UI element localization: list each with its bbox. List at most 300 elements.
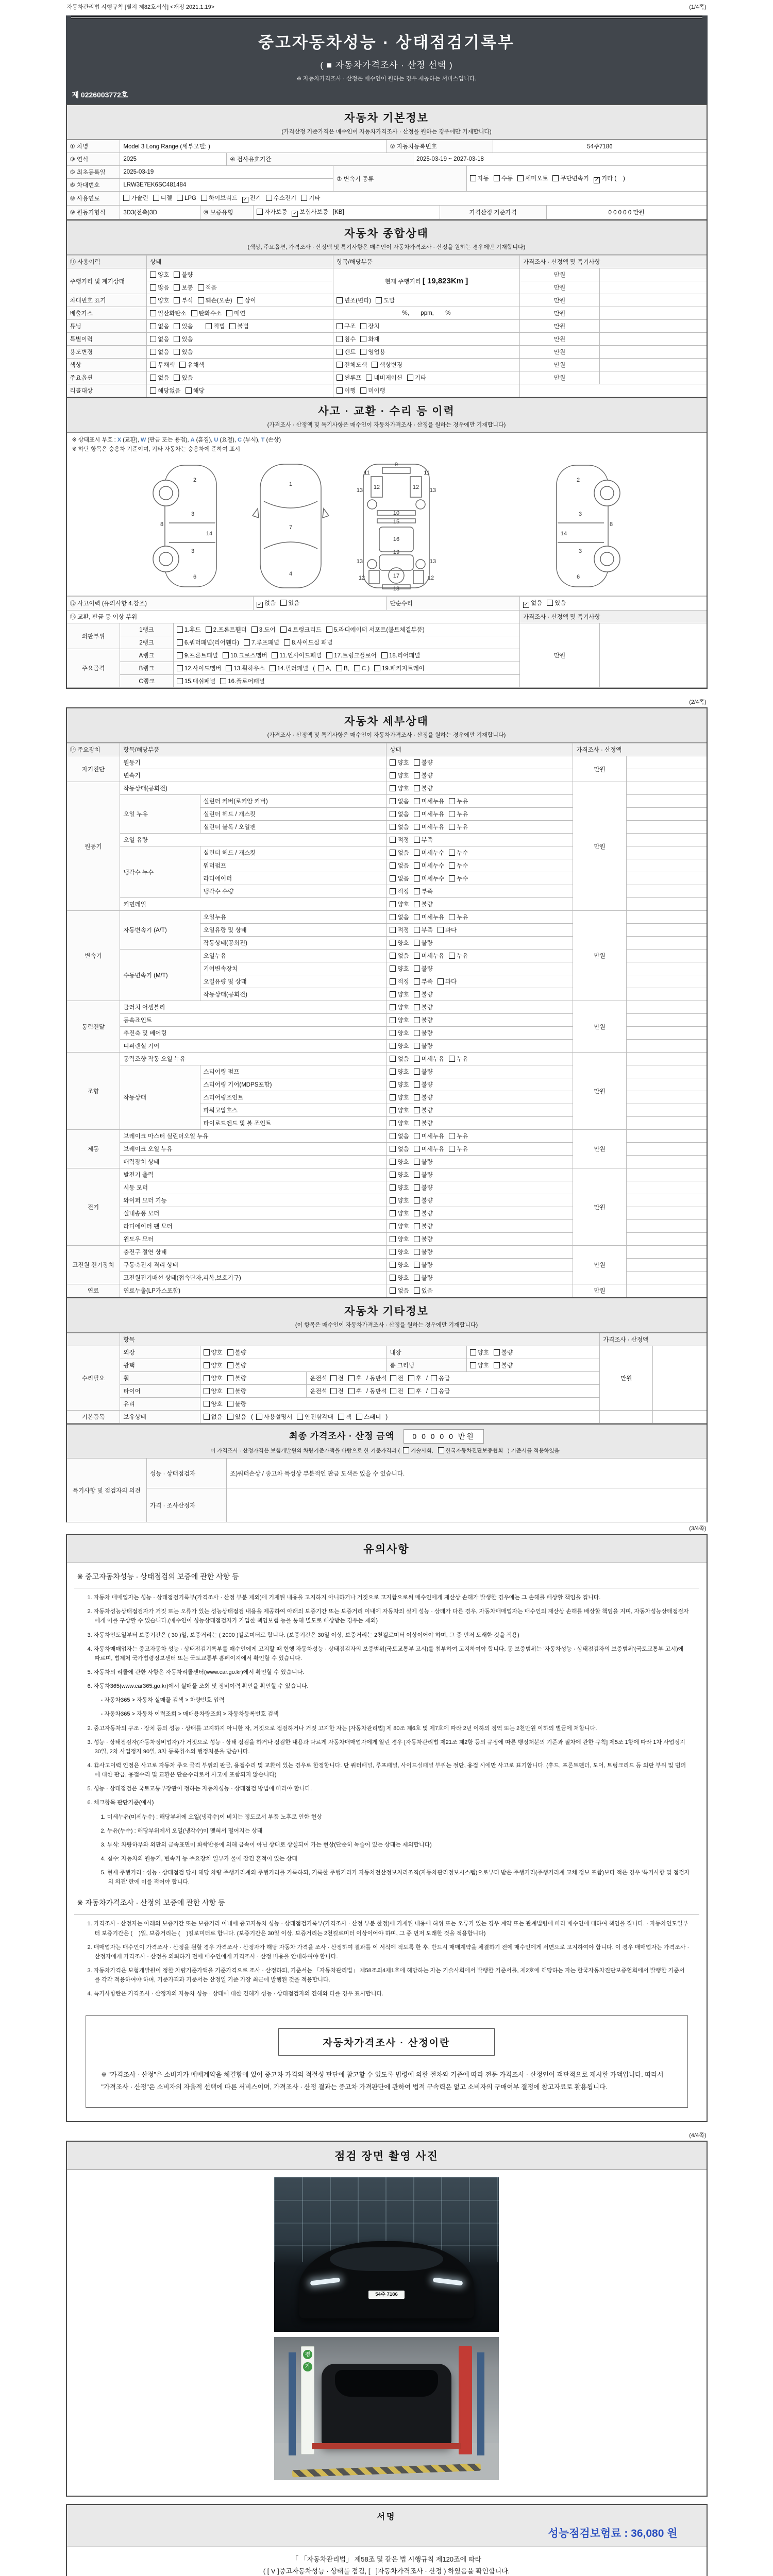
checkbox-icon[interactable] [360, 349, 366, 355]
checkbox-option[interactable] [223, 653, 267, 659]
checkbox-option[interactable] [177, 679, 215, 685]
checkbox-icon[interactable] [337, 387, 343, 394]
checkbox-icon[interactable] [414, 785, 420, 791]
checkbox-icon[interactable] [414, 1197, 420, 1204]
checkbox-option[interactable] [390, 889, 409, 895]
checkbox-option[interactable] [390, 773, 409, 779]
checkbox-option[interactable] [390, 1082, 409, 1088]
checkbox-option[interactable] [326, 627, 425, 633]
checkbox-icon[interactable] [227, 1349, 233, 1355]
checkbox-option[interactable] [390, 1056, 409, 1062]
checkbox-icon[interactable] [414, 1043, 420, 1049]
checkbox-option[interactable] [390, 1198, 409, 1204]
checkbox-option[interactable] [390, 992, 409, 998]
checkbox-option[interactable] [494, 176, 513, 182]
checkbox-icon[interactable] [390, 1375, 396, 1381]
checkbox-icon[interactable] [201, 195, 207, 201]
checkbox-icon[interactable] [390, 1107, 396, 1113]
checkbox-option[interactable] [414, 863, 444, 869]
checkbox-option[interactable] [204, 1414, 223, 1420]
checkbox-icon[interactable] [403, 1447, 409, 1453]
checkbox-option[interactable] [390, 837, 409, 843]
checkbox-icon[interactable] [354, 665, 360, 671]
checkbox-option[interactable] [318, 666, 331, 672]
checkbox-option[interactable] [237, 298, 256, 304]
checkbox-icon[interactable] [297, 1414, 303, 1420]
checkbox-option[interactable] [280, 600, 299, 606]
checkbox-option[interactable] [414, 902, 433, 908]
checkbox-icon[interactable] [449, 862, 455, 869]
checkbox-option[interactable] [414, 1056, 444, 1062]
checkbox-option[interactable] [494, 1363, 513, 1369]
checkbox-option[interactable] [390, 863, 409, 869]
checkbox-icon[interactable] [390, 953, 396, 959]
checkbox-icon[interactable] [272, 652, 278, 658]
checkbox-option[interactable] [150, 311, 187, 317]
checkbox-option[interactable] [204, 1401, 223, 1408]
checkbox-option[interactable] [174, 375, 193, 381]
checkbox-option[interactable] [337, 375, 361, 381]
checkbox-option[interactable] [186, 388, 205, 394]
checkbox-option[interactable] [123, 195, 148, 201]
checkbox-icon[interactable] [348, 1375, 355, 1381]
checkbox-icon[interactable] [337, 375, 343, 381]
checkbox-option[interactable] [414, 1198, 433, 1204]
checkbox-option[interactable] [390, 1275, 409, 1281]
checkbox-option[interactable] [414, 1262, 433, 1268]
checkbox-option[interactable] [280, 627, 322, 633]
checkbox-checked-icon[interactable]: ✓ [257, 602, 262, 608]
checkbox-option[interactable] [390, 1211, 409, 1217]
checkbox-icon[interactable] [390, 1249, 396, 1255]
checkbox-icon[interactable] [227, 1401, 233, 1407]
checkbox-icon[interactable] [390, 1004, 396, 1010]
checkbox-icon[interactable] [414, 1236, 420, 1242]
checkbox-icon[interactable] [449, 1146, 455, 1152]
checkbox-option[interactable] [338, 1414, 351, 1420]
checkbox-icon[interactable] [336, 665, 342, 671]
checkbox-option[interactable] [414, 786, 433, 792]
checkbox-icon[interactable] [337, 336, 343, 342]
checkbox-icon[interactable] [326, 652, 332, 658]
checkbox-icon[interactable] [177, 665, 183, 671]
checkbox-icon[interactable] [301, 195, 307, 201]
checkbox-icon[interactable] [337, 297, 343, 303]
checkbox-option[interactable] [414, 979, 433, 985]
checkbox-option[interactable] [431, 1388, 450, 1395]
checkbox-icon[interactable] [414, 837, 420, 843]
checkbox-option[interactable] [390, 824, 409, 831]
checkbox-option[interactable] [390, 1376, 404, 1382]
checkbox-option[interactable] [354, 666, 369, 672]
checkbox-option[interactable] [360, 349, 385, 355]
checkbox-option[interactable] [449, 863, 468, 869]
checkbox-option[interactable] [204, 1376, 223, 1382]
checkbox-option[interactable] [348, 1388, 362, 1395]
checkbox-icon[interactable] [449, 914, 455, 920]
checkbox-icon[interactable] [280, 626, 287, 633]
checkbox-icon[interactable] [337, 323, 343, 329]
checkbox-icon[interactable] [186, 387, 192, 394]
checkbox-icon[interactable] [390, 1133, 396, 1139]
checkbox-option[interactable] [414, 966, 433, 972]
checkbox-icon[interactable] [204, 1388, 210, 1394]
checkbox-option[interactable] [153, 195, 172, 201]
checkbox-option[interactable] [390, 1262, 409, 1268]
checkbox-option[interactable] [414, 1030, 433, 1037]
checkbox-option[interactable] [177, 653, 218, 659]
checkbox-icon[interactable] [414, 1159, 420, 1165]
checkbox-icon[interactable] [390, 1275, 396, 1281]
checkbox-icon[interactable] [414, 1287, 420, 1294]
checkbox-icon[interactable] [204, 1349, 210, 1355]
checkbox-option[interactable] [449, 811, 468, 818]
checkbox-icon[interactable] [449, 1056, 455, 1062]
checkbox-icon[interactable] [414, 1107, 420, 1113]
checkbox-icon[interactable] [226, 665, 232, 671]
checkbox-option[interactable] [150, 375, 169, 381]
checkbox-option[interactable] [414, 1211, 433, 1217]
checkbox-icon[interactable] [414, 914, 420, 920]
checkbox-icon[interactable] [390, 811, 396, 817]
checkbox-option[interactable] [390, 1236, 409, 1243]
checkbox-icon[interactable] [150, 349, 156, 355]
checkbox-icon[interactable] [360, 336, 366, 342]
checkbox-icon[interactable] [414, 953, 420, 959]
checkbox-icon[interactable] [390, 785, 396, 791]
checkbox-option[interactable] [227, 1376, 246, 1382]
checkbox-icon[interactable] [390, 1287, 396, 1294]
checkbox-option[interactable] [449, 914, 468, 921]
checkbox-icon[interactable] [174, 272, 180, 278]
checkbox-option[interactable] [256, 1414, 293, 1420]
checkbox-icon[interactable] [449, 953, 455, 959]
checkbox-icon[interactable] [198, 284, 204, 291]
checkbox-icon[interactable] [414, 875, 420, 882]
checkbox-option[interactable] [390, 979, 409, 985]
checkbox-icon[interactable] [390, 1159, 396, 1165]
checkbox-icon[interactable] [318, 665, 324, 671]
checkbox-icon[interactable] [206, 626, 212, 633]
checkbox-checked-icon[interactable]: ✓ [524, 602, 529, 608]
checkbox-icon[interactable] [438, 927, 444, 933]
checkbox-icon[interactable] [390, 914, 396, 920]
checkbox-option[interactable] [470, 176, 489, 182]
checkbox-icon[interactable] [414, 772, 420, 778]
checkbox-option[interactable] [449, 953, 468, 959]
checkbox-option[interactable] [494, 1350, 513, 1356]
checkbox-option[interactable] [390, 811, 409, 818]
checkbox-icon[interactable] [372, 362, 378, 368]
checkbox-icon[interactable] [376, 297, 382, 303]
checkbox-option[interactable] [150, 336, 169, 343]
checkbox-option[interactable] [374, 666, 425, 672]
checkbox-icon[interactable] [390, 1146, 396, 1152]
checkbox-option[interactable] [390, 1159, 409, 1165]
checkbox-option[interactable] [356, 1414, 381, 1420]
checkbox-icon[interactable] [449, 824, 455, 830]
checkbox-option[interactable] [390, 1005, 409, 1011]
checkbox-option[interactable] [204, 1363, 223, 1369]
checkbox-icon[interactable] [547, 600, 553, 606]
checkbox-option[interactable] [336, 666, 349, 672]
checkbox-icon[interactable] [414, 1223, 420, 1229]
checkbox-option[interactable] [227, 1388, 246, 1395]
checkbox-icon[interactable] [517, 175, 524, 181]
checkbox-icon[interactable] [227, 1388, 233, 1394]
checkbox-option[interactable] [594, 176, 625, 182]
checkbox-option[interactable] [414, 940, 433, 946]
checkbox-option[interactable] [292, 209, 328, 215]
checkbox-option[interactable] [390, 850, 409, 856]
checkbox-option[interactable] [227, 1350, 246, 1356]
checkbox-icon[interactable] [470, 1362, 476, 1368]
checkbox-icon[interactable] [174, 349, 180, 355]
checkbox-option[interactable] [177, 195, 196, 201]
checkbox-option[interactable] [150, 362, 175, 368]
checkbox-option[interactable] [407, 375, 426, 381]
checkbox-option[interactable] [390, 1224, 409, 1230]
checkbox-option[interactable] [266, 195, 296, 201]
checkbox-icon[interactable] [438, 1447, 444, 1453]
checkbox-option[interactable] [390, 953, 409, 959]
checkbox-icon[interactable] [177, 678, 183, 684]
checkbox-icon[interactable] [390, 875, 396, 882]
checkbox-icon[interactable] [338, 1414, 344, 1420]
checkbox-icon[interactable] [174, 375, 180, 381]
checkbox-icon[interactable] [326, 626, 332, 633]
checkbox-icon[interactable] [431, 1388, 437, 1394]
checkbox-icon[interactable] [390, 927, 396, 933]
checkbox-icon[interactable] [226, 310, 232, 316]
checkbox-option[interactable] [220, 679, 265, 685]
checkbox-icon[interactable] [449, 850, 455, 856]
checkbox-icon[interactable] [150, 375, 156, 381]
checkbox-option[interactable] [414, 1288, 433, 1294]
checkbox-icon[interactable] [414, 1275, 420, 1281]
checkbox-option[interactable] [366, 375, 402, 381]
checkbox-icon[interactable] [206, 323, 212, 329]
checkbox-icon[interactable] [390, 901, 396, 907]
checkbox-icon[interactable] [414, 965, 420, 972]
checkbox-option[interactable] [301, 195, 320, 201]
checkbox-option[interactable] [552, 176, 589, 182]
checkbox-option[interactable] [257, 209, 287, 215]
checkbox-icon[interactable] [174, 284, 180, 291]
checkbox-icon[interactable] [390, 1030, 396, 1036]
checkbox-option[interactable] [348, 1376, 362, 1382]
checkbox-option[interactable] [150, 272, 169, 278]
checkbox-icon[interactable] [390, 1172, 396, 1178]
checkbox-option[interactable] [297, 1414, 333, 1420]
checkbox-icon[interactable] [150, 323, 156, 329]
checkbox-icon[interactable] [390, 1184, 396, 1191]
checkbox-icon[interactable] [414, 940, 420, 946]
checkbox-option[interactable] [414, 1082, 433, 1088]
checkbox-option[interactable] [226, 311, 245, 317]
checkbox-option[interactable] [414, 1249, 433, 1256]
checkbox-icon[interactable] [494, 175, 500, 181]
checkbox-option[interactable] [414, 1159, 433, 1165]
checkbox-icon[interactable] [390, 862, 396, 869]
checkbox-option[interactable] [414, 1172, 433, 1178]
checkbox-icon[interactable] [174, 336, 180, 342]
checkbox-icon[interactable] [191, 310, 197, 316]
checkbox-icon[interactable] [414, 991, 420, 997]
checkbox-icon[interactable] [356, 1414, 362, 1420]
checkbox-icon[interactable] [223, 652, 229, 658]
checkbox-option[interactable] [174, 285, 193, 291]
checkbox-icon[interactable] [150, 297, 156, 303]
checkbox-icon[interactable] [390, 991, 396, 997]
checkbox-option[interactable] [414, 992, 433, 998]
checkbox-icon[interactable] [414, 1133, 420, 1139]
checkbox-option[interactable] [150, 285, 169, 291]
checkbox-option[interactable] [390, 914, 409, 921]
checkbox-icon[interactable] [257, 209, 263, 215]
checkbox-option[interactable] [150, 324, 169, 330]
checkbox-icon[interactable] [414, 1081, 420, 1088]
checkbox-option[interactable] [201, 195, 238, 201]
checkbox-icon[interactable] [390, 759, 396, 766]
checkbox-icon[interactable] [449, 875, 455, 882]
checkbox-option[interactable] [438, 1448, 503, 1454]
checkbox-option[interactable] [229, 324, 248, 330]
checkbox-icon[interactable] [408, 1388, 414, 1394]
checkbox-icon[interactable] [390, 1388, 396, 1394]
checkbox-option[interactable] [174, 349, 193, 355]
checkbox-option[interactable] [206, 324, 225, 330]
checkbox-option[interactable] [390, 927, 409, 934]
checkbox-option[interactable] [390, 1172, 409, 1178]
checkbox-icon[interactable] [449, 1133, 455, 1139]
checkbox-option[interactable] [174, 272, 193, 278]
checkbox-icon[interactable] [390, 1069, 396, 1075]
checkbox-option[interactable] [449, 1146, 468, 1153]
checkbox-icon[interactable] [390, 837, 396, 843]
checkbox-icon[interactable] [390, 798, 396, 804]
checkbox-icon[interactable] [390, 824, 396, 830]
checkbox-icon[interactable] [414, 978, 420, 985]
checkbox-option[interactable] [330, 1388, 344, 1395]
checkbox-option[interactable] [206, 627, 247, 633]
checkbox-icon[interactable] [360, 323, 366, 329]
checkbox-option[interactable] [390, 1388, 404, 1395]
checkbox-icon[interactable] [337, 349, 343, 355]
checkbox-icon[interactable] [390, 1017, 396, 1023]
checkbox-option[interactable] [390, 1146, 409, 1153]
checkbox-option[interactable] [414, 824, 444, 831]
checkbox-option[interactable] [244, 640, 279, 646]
checkbox-icon[interactable] [227, 1414, 233, 1420]
checkbox-option[interactable] [390, 1043, 409, 1049]
checkbox-option[interactable] [414, 1069, 433, 1075]
checkbox-icon[interactable] [414, 1210, 420, 1216]
checkbox-icon[interactable] [390, 850, 396, 856]
checkbox-icon[interactable] [330, 1375, 337, 1381]
checkbox-icon[interactable] [407, 375, 413, 381]
checkbox-checked-icon[interactable]: ✓ [243, 197, 247, 202]
checkbox-icon[interactable] [330, 1388, 337, 1394]
checkbox-icon[interactable] [177, 652, 183, 658]
checkbox-option[interactable] [174, 298, 193, 304]
checkbox-icon[interactable] [414, 1184, 420, 1191]
checkbox-option[interactable] [390, 1108, 409, 1114]
checkbox-option[interactable] [449, 1056, 468, 1062]
checkbox-option[interactable] [414, 1018, 433, 1024]
checkbox-option[interactable] [390, 1121, 409, 1127]
checkbox-icon[interactable] [414, 888, 420, 894]
checkbox-option[interactable] [177, 666, 222, 672]
checkbox-icon[interactable] [174, 323, 180, 329]
checkbox-option[interactable] [251, 627, 276, 633]
checkbox-icon[interactable] [251, 626, 258, 633]
checkbox-option[interactable] [272, 653, 322, 659]
checkbox-icon[interactable] [220, 678, 226, 684]
checkbox-icon[interactable] [390, 1223, 396, 1229]
checkbox-icon[interactable] [438, 978, 444, 985]
checkbox-icon[interactable] [348, 1388, 355, 1394]
checkbox-icon[interactable] [374, 665, 380, 671]
checkbox-icon[interactable] [381, 652, 388, 658]
checkbox-option[interactable] [523, 600, 542, 606]
checkbox-icon[interactable] [204, 1401, 210, 1407]
checkbox-icon[interactable] [256, 1414, 262, 1420]
checkbox-option[interactable] [270, 666, 308, 672]
checkbox-icon[interactable] [414, 850, 420, 856]
checkbox-option[interactable] [414, 837, 433, 843]
checkbox-option[interactable] [390, 1133, 409, 1140]
checkbox-icon[interactable] [360, 387, 366, 394]
checkbox-option[interactable] [414, 1185, 433, 1191]
checkbox-icon[interactable] [153, 195, 159, 201]
checkbox-option[interactable] [431, 1376, 450, 1382]
checkbox-option[interactable] [414, 799, 444, 805]
checkbox-icon[interactable] [414, 1069, 420, 1075]
checkbox-option[interactable] [226, 666, 264, 672]
checkbox-icon[interactable] [414, 927, 420, 933]
checkbox-option[interactable] [390, 1249, 409, 1256]
checkbox-option[interactable] [414, 1043, 433, 1049]
checkbox-icon[interactable] [414, 901, 420, 907]
checkbox-option[interactable] [414, 1005, 433, 1011]
checkbox-option[interactable] [390, 1018, 409, 1024]
checkbox-icon[interactable] [414, 1094, 420, 1100]
checkbox-icon[interactable] [390, 1236, 396, 1242]
checkbox-icon[interactable] [414, 1249, 420, 1255]
checkbox-icon[interactable] [177, 639, 183, 646]
checkbox-icon[interactable] [390, 940, 396, 946]
checkbox-icon[interactable] [284, 639, 290, 646]
checkbox-option[interactable] [198, 285, 217, 291]
checkbox-option[interactable] [337, 388, 356, 394]
checkbox-icon[interactable] [229, 323, 236, 329]
checkbox-icon[interactable] [177, 626, 183, 633]
checkbox-option[interactable] [198, 298, 232, 304]
checkbox-option[interactable] [403, 1448, 433, 1454]
checkbox-icon[interactable] [390, 772, 396, 778]
checkbox-icon[interactable] [227, 1362, 233, 1368]
checkbox-option[interactable] [174, 336, 193, 343]
checkbox-icon[interactable] [414, 862, 420, 869]
checkbox-option[interactable] [390, 966, 409, 972]
checkbox-icon[interactable] [150, 284, 156, 291]
checkbox-option[interactable] [414, 927, 433, 934]
checkbox-icon[interactable] [414, 1056, 420, 1062]
checkbox-option[interactable] [390, 940, 409, 946]
checkbox-icon[interactable] [244, 639, 250, 646]
checkbox-option[interactable] [390, 786, 409, 792]
